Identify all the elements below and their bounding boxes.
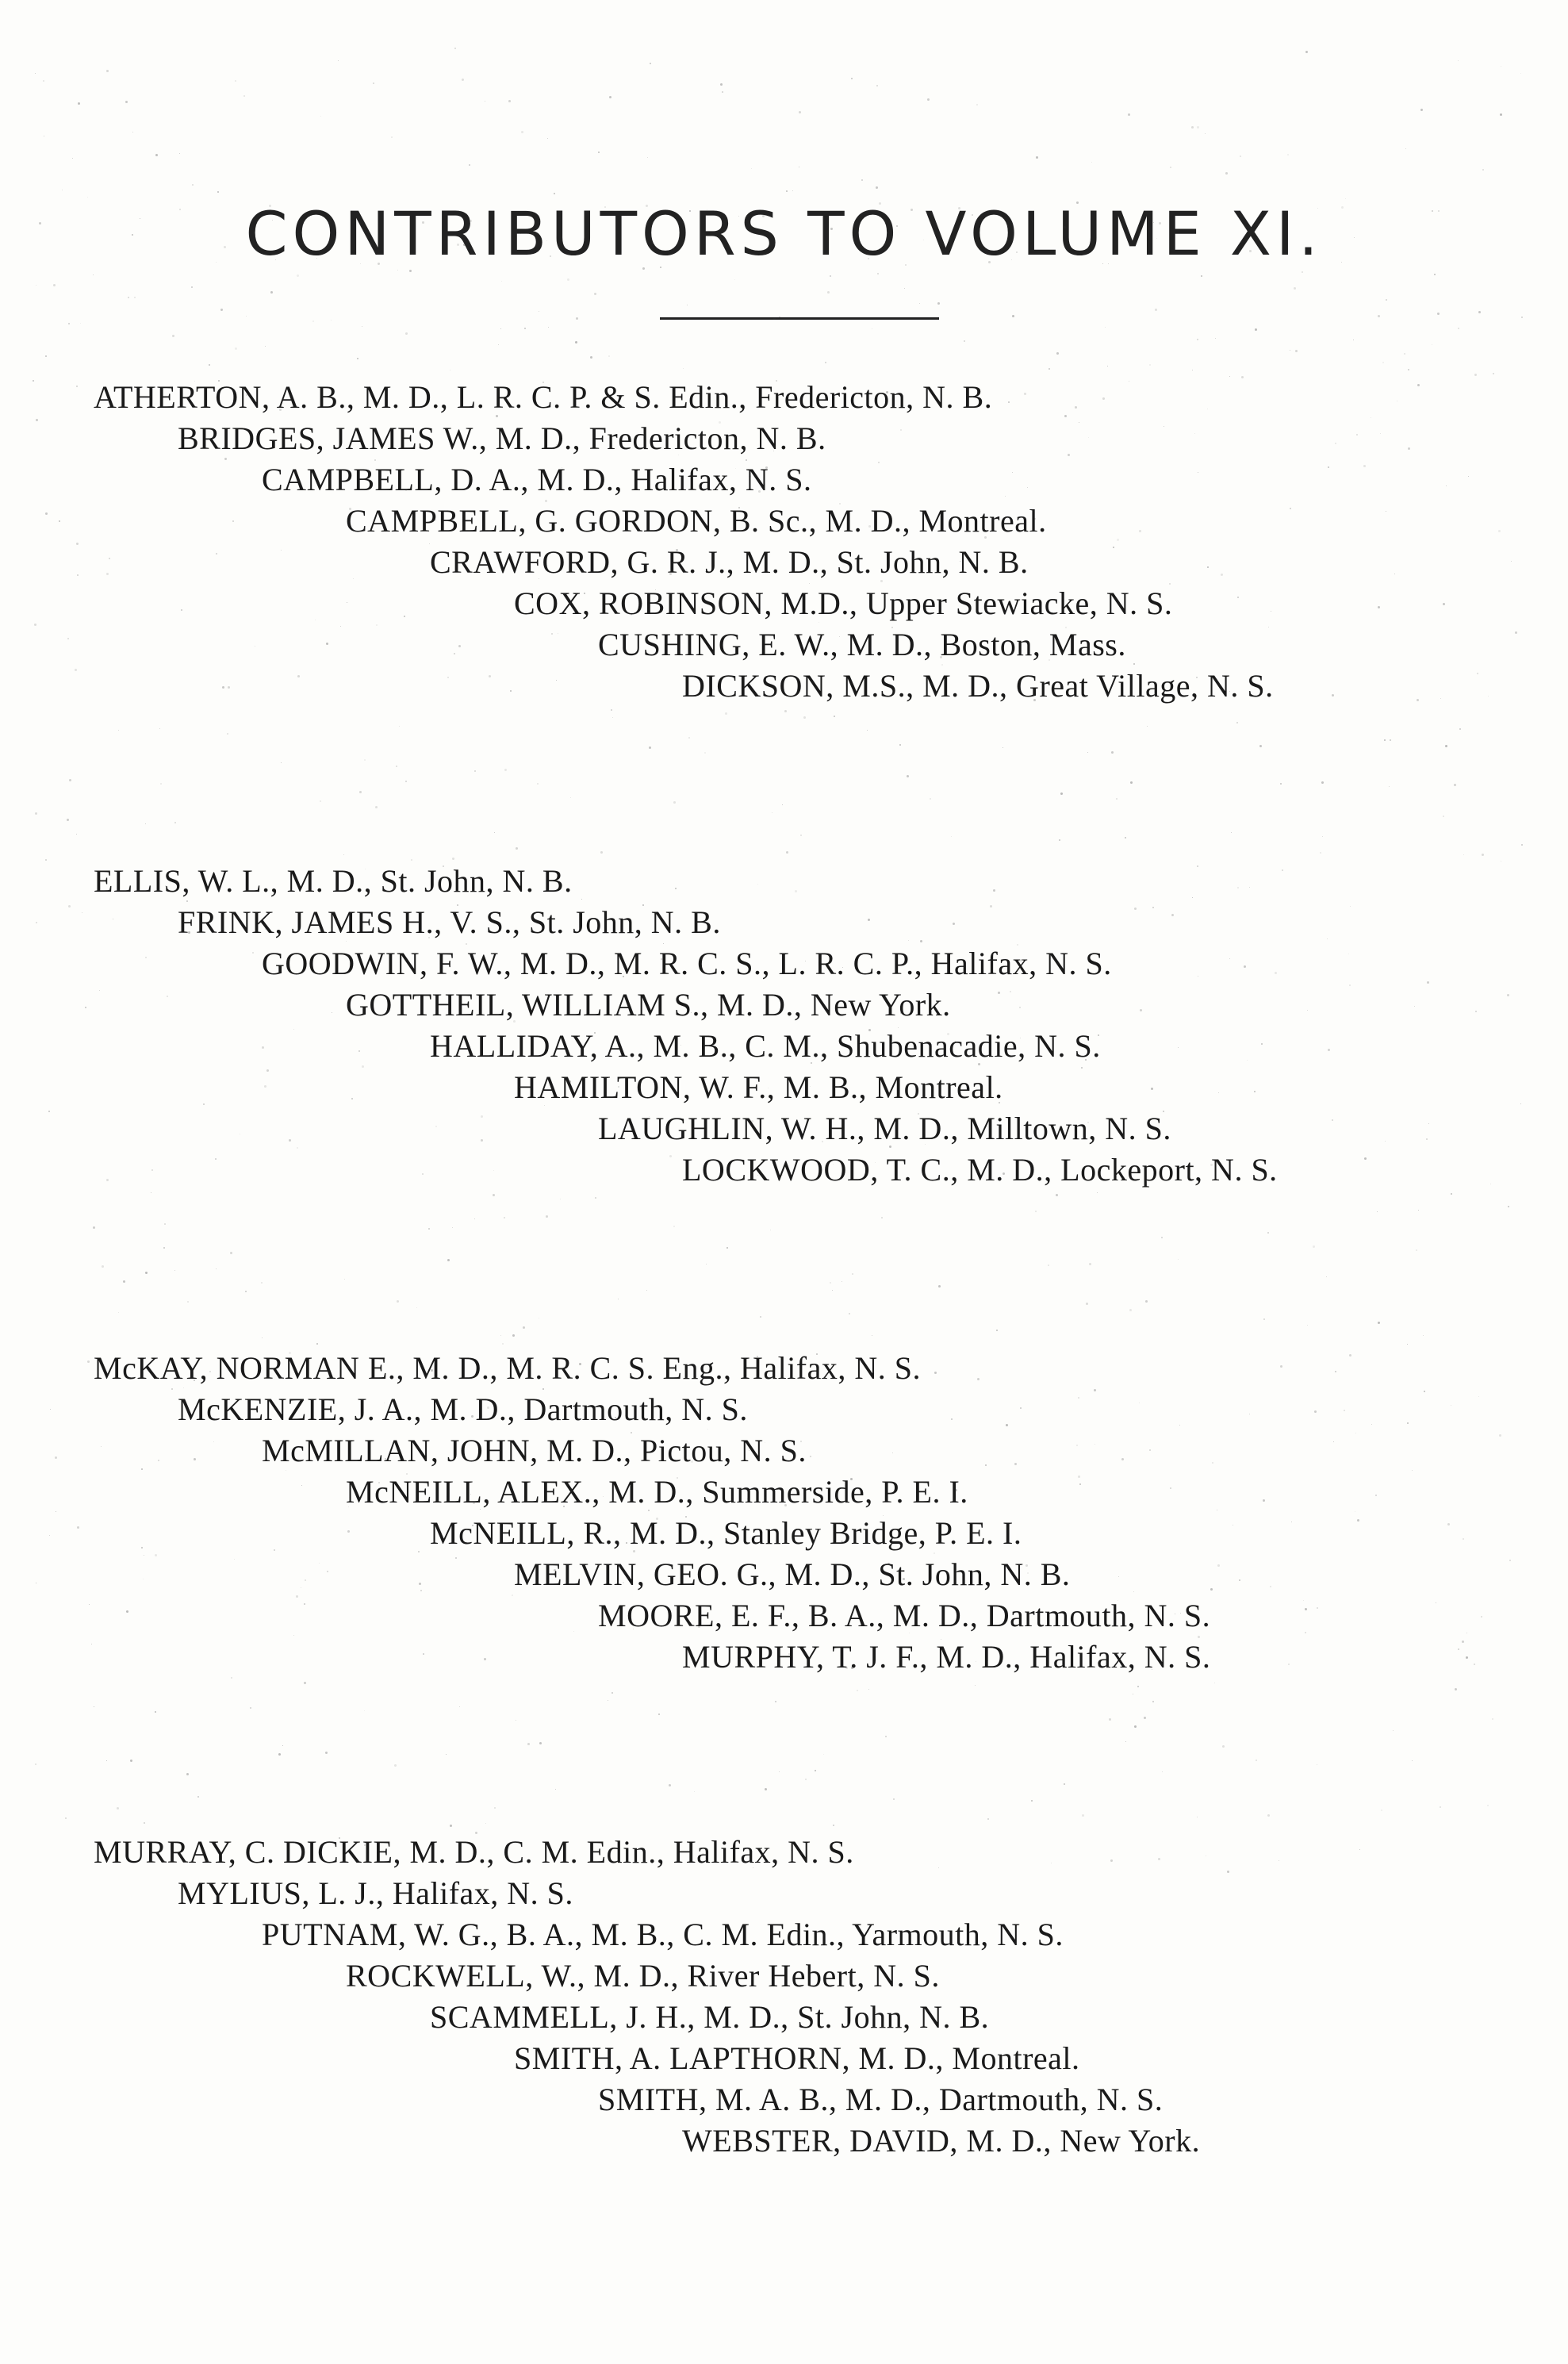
contributor-entry: GOTTHEIL, WILLIAM S., M. D., New York.	[346, 987, 951, 1023]
page-title: CONTRIBUTORS TO VOLUME XI.	[245, 198, 1323, 269]
contributor-entry: HAMILTON, W. F., M. B., Montreal.	[514, 1069, 1003, 1105]
contributor-entry: MELVIN, GEO. G., M. D., St. John, N. B.	[514, 1556, 1071, 1592]
contributor-entry: WEBSTER, DAVID, M. D., New York.	[682, 2123, 1201, 2159]
contributor-entry: CAMPBELL, D. A., M. D., Halifax, N. S.	[262, 462, 812, 497]
contributor-entry: MURPHY, T. J. F., M. D., Halifax, N. S.	[682, 1639, 1211, 1675]
contributor-entry: McKAY, NORMAN E., M. D., M. R. C. S. Eng., Halifax, N. S.	[94, 1350, 922, 1386]
contributor-entry: CUSHING, E. W., M. D., Boston, Mass.	[598, 627, 1126, 662]
contributor-entry: HALLIDAY, A., M. B., C. M., Shubenacadie, N. S.	[430, 1028, 1101, 1064]
contributor-entry: SMITH, M. A. B., M. D., Dartmouth, N. S.	[598, 2082, 1164, 2117]
contributor-entry: SCAMMELL, J. H., M. D., St. John, N. B.	[430, 1999, 990, 2035]
contributor-entry: McNEILL, ALEX., M. D., Summerside, P. E. I.	[346, 1474, 968, 1510]
title-rule	[660, 317, 939, 320]
contributor-entry: MURRAY, C. DICKIE, M. D., C. M. Edin., Halifax, N. S.	[94, 1834, 854, 1870]
contributor-entry: CAMPBELL, G. GORDON, B. Sc., M. D., Montreal.	[346, 503, 1047, 539]
contributor-entry: CRAWFORD, G. R. J., M. D., St. John, N. B.	[430, 544, 1029, 580]
contributor-entry: LOCKWOOD, T. C., M. D., Lockeport, N. S.	[682, 1152, 1278, 1188]
contributor-entry: PUTNAM, W. G., B. A., M. B., C. M. Edin., Yarmouth, N. S.	[262, 1917, 1064, 1952]
contributor-entry: DICKSON, M.S., M. D., Great Village, N. S.	[682, 668, 1274, 704]
contributor-entry: ROCKWELL, W., M. D., River Hebert, N. S.	[346, 1958, 940, 1994]
contributor-entry: FRINK, JAMES H., V. S., St. John, N. B.	[178, 904, 721, 940]
contributor-entry: MYLIUS, L. J., Halifax, N. S.	[178, 1875, 573, 1911]
contributor-entry: BRIDGES, JAMES W., M. D., Fredericton, N. B.	[178, 420, 826, 456]
contributor-entry: McMILLAN, JOHN, M. D., Pictou, N. S.	[262, 1433, 807, 1468]
contributor-entry: LAUGHLIN, W. H., M. D., Milltown, N. S.	[598, 1111, 1171, 1146]
contributor-entry: ATHERTON, A. B., M. D., L. R. C. P. & S. Edin., Fredericton, N. B.	[94, 379, 993, 415]
contributor-entry: MOORE, E. F., B. A., M. D., Dartmouth, N. S.	[598, 1598, 1211, 1633]
contributor-entry: ELLIS, W. L., M. D., St. John, N. B.	[94, 863, 573, 899]
contributor-entry: GOODWIN, F. W., M. D., M. R. C. S., L. R. C. P., Halifax, N. S.	[262, 946, 1112, 981]
contributor-entry: COX, ROBINSON, M.D., Upper Stewiacke, N. S.	[514, 585, 1173, 621]
contributor-entry: McNEILL, R., M. D., Stanley Bridge, P. E. I.	[430, 1515, 1022, 1551]
contributor-entry: McKENZIE, J. A., M. D., Dartmouth, N. S.	[178, 1391, 748, 1427]
contributor-entry: SMITH, A. LAPTHORN, M. D., Montreal.	[514, 2040, 1080, 2076]
